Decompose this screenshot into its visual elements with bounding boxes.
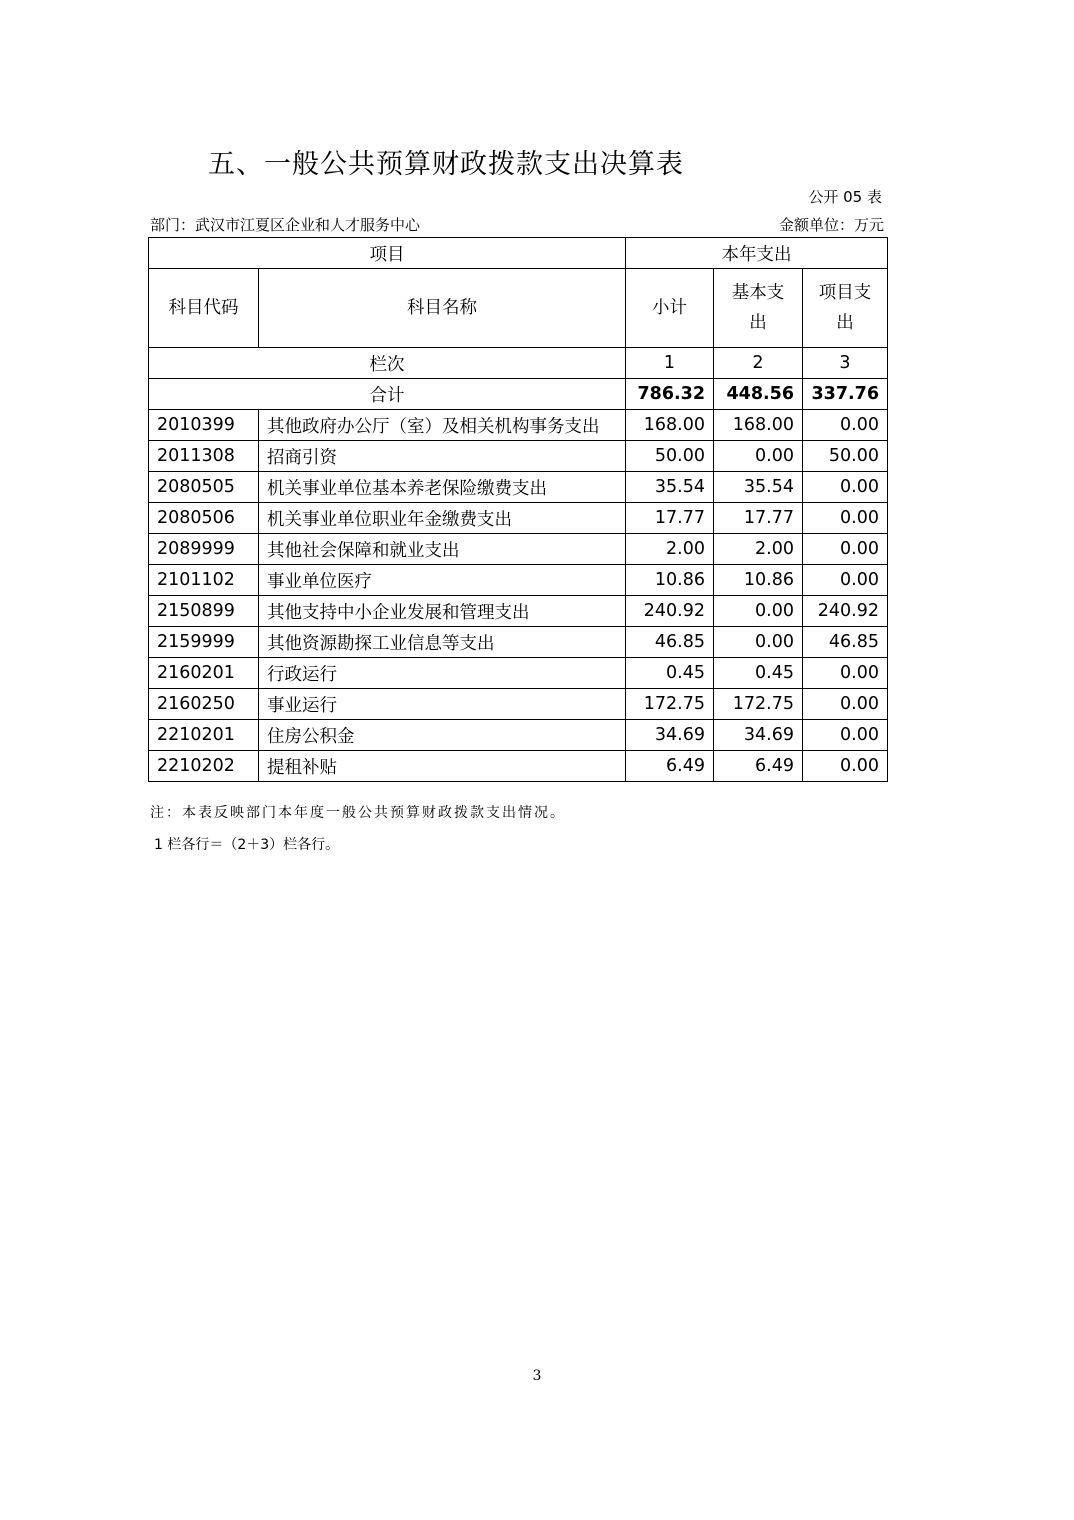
note-formula: 1 栏各行＝（2＋3）栏各行。 bbox=[154, 837, 340, 853]
row-name: 事业单位医疗 bbox=[259, 565, 626, 596]
row-code: 2210201 bbox=[149, 720, 259, 751]
row-code: 2160201 bbox=[149, 658, 259, 689]
row-project: 0.00 bbox=[803, 410, 888, 441]
row-code: 2011308 bbox=[149, 441, 259, 472]
table-row bbox=[149, 627, 888, 658]
row-basic: 2.00 bbox=[714, 534, 803, 565]
department-label: 部门：武汉市江夏区企业和人才服务中心 bbox=[150, 216, 421, 234]
table-row bbox=[149, 658, 888, 689]
row-code: 2160250 bbox=[149, 689, 259, 720]
row-code: 2150899 bbox=[149, 596, 259, 627]
row-code: 2010399 bbox=[149, 410, 259, 441]
column-1: 1 bbox=[626, 348, 714, 379]
row-basic: 34.69 bbox=[714, 720, 803, 751]
row-subtotal: 46.85 bbox=[626, 627, 714, 658]
header-current-year: 本年支出 bbox=[626, 238, 888, 269]
column-3: 3 bbox=[803, 348, 888, 379]
row-name: 招商引资 bbox=[259, 441, 626, 472]
header-row-1 bbox=[149, 238, 888, 269]
row-code: 2101102 bbox=[149, 565, 259, 596]
column-2: 2 bbox=[714, 348, 803, 379]
row-project: 46.85 bbox=[803, 627, 888, 658]
total-project: 337.76 bbox=[803, 379, 888, 410]
row-basic: 6.49 bbox=[714, 751, 803, 782]
page-number: 3 bbox=[532, 1368, 542, 1384]
total-basic: 448.56 bbox=[714, 379, 803, 410]
budget-table bbox=[148, 237, 888, 782]
row-basic: 0.00 bbox=[714, 627, 803, 658]
row-code: 2080505 bbox=[149, 472, 259, 503]
header-subtotal: 小计 bbox=[626, 269, 714, 348]
header-name: 科目名称 bbox=[259, 269, 626, 348]
row-subtotal: 34.69 bbox=[626, 720, 714, 751]
row-name: 行政运行 bbox=[259, 658, 626, 689]
page-title: 五、一般公共预算财政拨款支出决算表 bbox=[208, 149, 684, 180]
row-project: 240.92 bbox=[803, 596, 888, 627]
row-subtotal: 240.92 bbox=[626, 596, 714, 627]
row-code: 2159999 bbox=[149, 627, 259, 658]
note-description: 注：本表反映部门本年度一般公共预算财政拨款支出情况。 bbox=[150, 805, 566, 821]
row-code: 2089999 bbox=[149, 534, 259, 565]
row-project: 0.00 bbox=[803, 720, 888, 751]
header-basic: 基本支出 bbox=[714, 269, 803, 348]
row-project: 0.00 bbox=[803, 689, 888, 720]
row-name: 机关事业单位基本养老保险缴费支出 bbox=[259, 472, 626, 503]
row-project: 0.00 bbox=[803, 751, 888, 782]
row-basic: 17.77 bbox=[714, 503, 803, 534]
row-project: 0.00 bbox=[803, 503, 888, 534]
table-row bbox=[149, 472, 888, 503]
header-project-expense: 项目支出 bbox=[803, 269, 888, 348]
row-name: 住房公积金 bbox=[259, 720, 626, 751]
row-subtotal: 35.54 bbox=[626, 472, 714, 503]
row-project: 0.00 bbox=[803, 565, 888, 596]
table-row bbox=[149, 751, 888, 782]
row-subtotal: 168.00 bbox=[626, 410, 714, 441]
header-code: 科目代码 bbox=[149, 269, 259, 348]
row-code: 2210202 bbox=[149, 751, 259, 782]
table-row bbox=[149, 720, 888, 751]
table-row bbox=[149, 565, 888, 596]
row-basic: 0.45 bbox=[714, 658, 803, 689]
row-subtotal: 0.45 bbox=[626, 658, 714, 689]
row-name: 其他支持中小企业发展和管理支出 bbox=[259, 596, 626, 627]
table-number: 公开 05 表 bbox=[808, 188, 882, 206]
row-subtotal: 172.75 bbox=[626, 689, 714, 720]
row-name: 提租补贴 bbox=[259, 751, 626, 782]
row-basic: 35.54 bbox=[714, 472, 803, 503]
row-name: 机关事业单位职业年金缴费支出 bbox=[259, 503, 626, 534]
row-subtotal: 17.77 bbox=[626, 503, 714, 534]
column-label: 栏次 bbox=[149, 348, 626, 379]
row-name: 事业运行 bbox=[259, 689, 626, 720]
row-name: 其他社会保障和就业支出 bbox=[259, 534, 626, 565]
header-project: 项目 bbox=[149, 238, 626, 269]
row-basic: 172.75 bbox=[714, 689, 803, 720]
row-name: 其他政府办公厅（室）及相关机构事务支出 bbox=[259, 410, 626, 441]
total-label: 合计 bbox=[149, 379, 626, 410]
row-subtotal: 50.00 bbox=[626, 441, 714, 472]
row-basic: 0.00 bbox=[714, 441, 803, 472]
row-project: 0.00 bbox=[803, 472, 888, 503]
table-row bbox=[149, 596, 888, 627]
total-row bbox=[149, 379, 888, 410]
table-row bbox=[149, 410, 888, 441]
row-subtotal: 10.86 bbox=[626, 565, 714, 596]
row-basic: 168.00 bbox=[714, 410, 803, 441]
column-number-row bbox=[149, 348, 888, 379]
table-row bbox=[149, 503, 888, 534]
total-subtotal: 786.32 bbox=[626, 379, 714, 410]
row-basic: 10.86 bbox=[714, 565, 803, 596]
table-row bbox=[149, 534, 888, 565]
table-row bbox=[149, 689, 888, 720]
header-row-2 bbox=[149, 269, 888, 348]
row-project: 0.00 bbox=[803, 534, 888, 565]
row-basic: 0.00 bbox=[714, 596, 803, 627]
row-code: 2080506 bbox=[149, 503, 259, 534]
table-row bbox=[149, 441, 888, 472]
row-subtotal: 2.00 bbox=[626, 534, 714, 565]
row-project: 0.00 bbox=[803, 658, 888, 689]
row-subtotal: 6.49 bbox=[626, 751, 714, 782]
row-name: 其他资源勘探工业信息等支出 bbox=[259, 627, 626, 658]
amount-unit-label: 金额单位：万元 bbox=[778, 216, 884, 234]
row-project: 50.00 bbox=[803, 441, 888, 472]
